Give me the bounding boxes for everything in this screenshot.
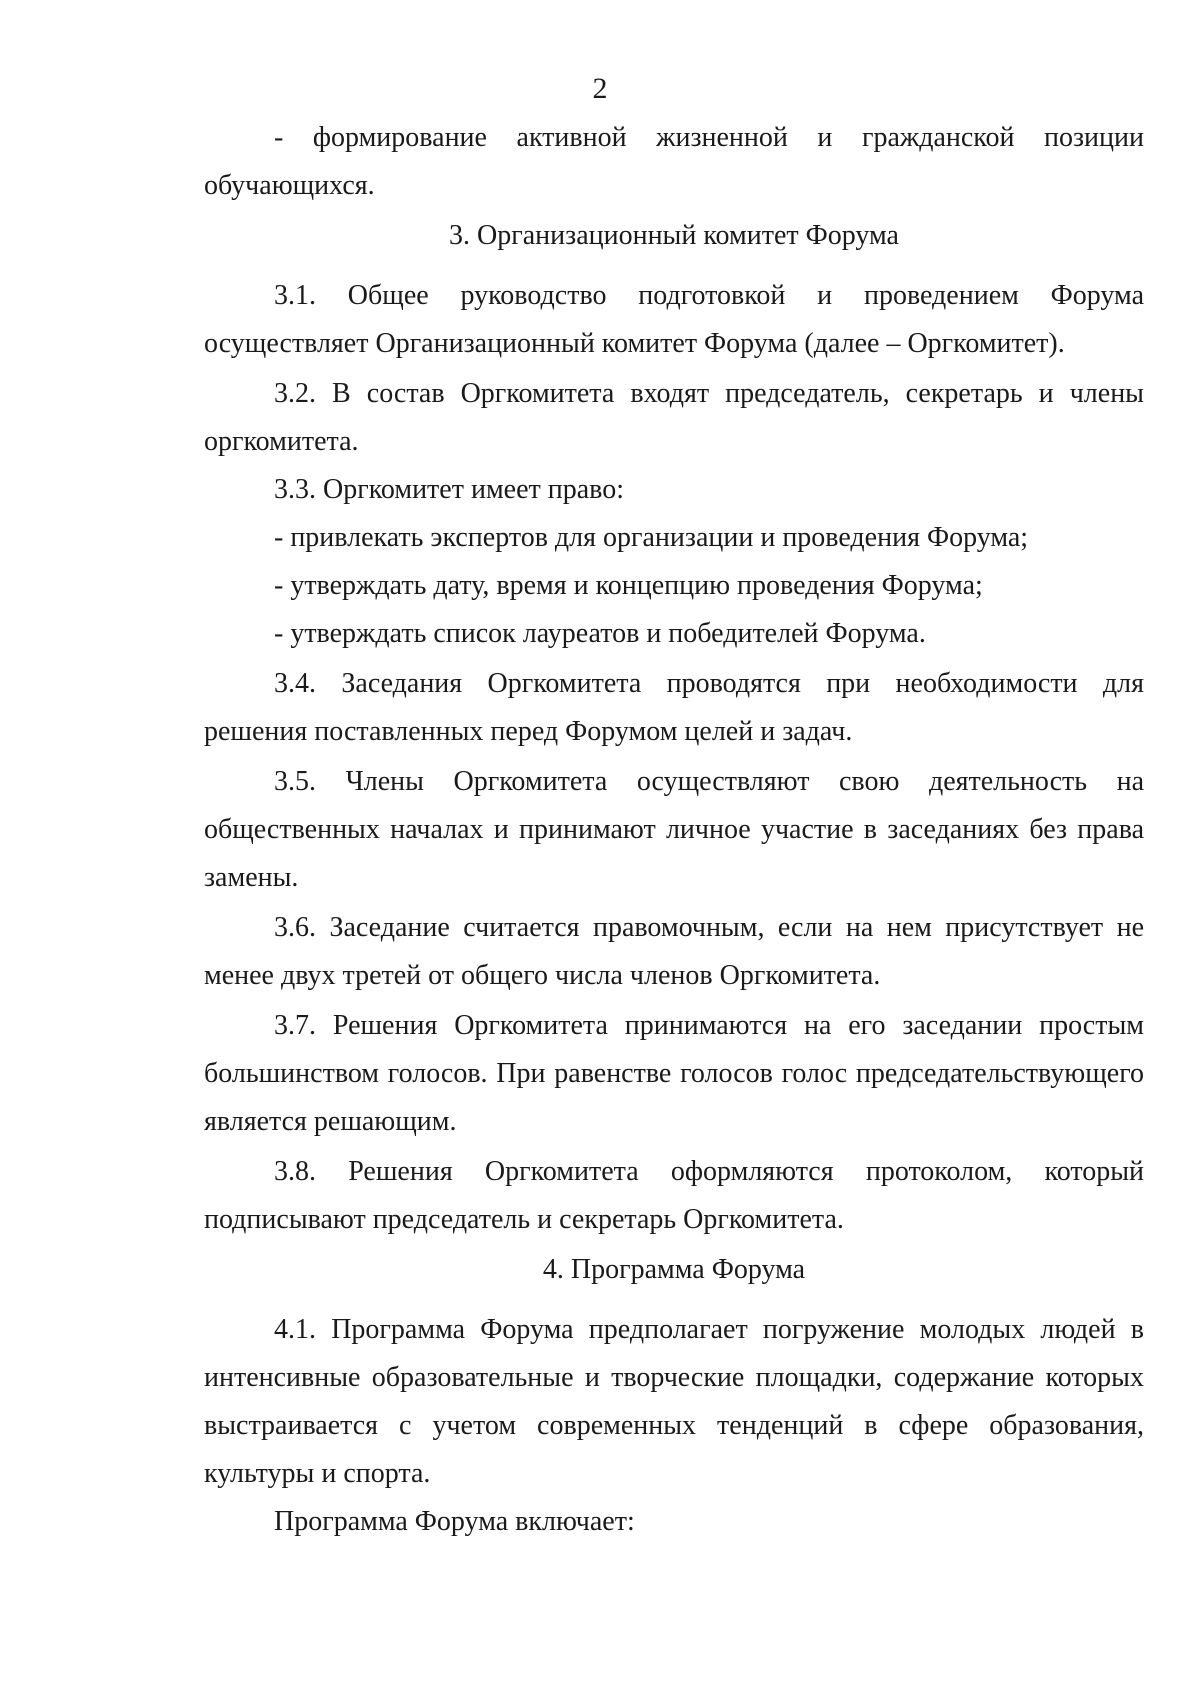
- paragraph-3-6: 3.6. Заседание считается правомочным, если на нем присутствует не менее двух третей от общего числа членов Оргкомитета.: [204, 912, 1144, 991]
- paragraph-3-8: 3.8. Решения Оргкомитета оформляются протоколом, который подписывают председатель и секретарь Оргкомитета.: [204, 1156, 1144, 1235]
- list-item-laureates: - утверждать список лауреатов и победителей Форума.: [274, 618, 926, 649]
- paragraph-3-2: 3.2. В состав Оргкомитета входят председатель, секретарь и члены оргкомитета.: [204, 378, 1144, 457]
- paragraph-3-7: 3.7. Решения Оргкомитета принимаются на его заседании простым большинством голосов. При равенстве голосов голос председательствующего является решающим.: [204, 1010, 1144, 1137]
- paragraph-3-5: 3.5. Члены Оргкомитета осуществляют свою деятельность на общественных началах и принимают личное участие в заседаниях без права замены.: [204, 766, 1144, 893]
- section-heading-4: 4. Программа Форума: [542, 1254, 806, 1285]
- paragraph-3-1: 3.1. Общее руководство подготовкой и проведением Форума осуществляет Организационный комитет Форума (далее – Оргкомитет).: [204, 280, 1144, 359]
- paragraph-program-includes: Программа Форума включает:: [274, 1506, 635, 1537]
- section-heading-3: 3. Организационный комитет Форума: [449, 220, 899, 251]
- paragraph-3-3: 3.3. Оргкомитет имеет право:: [274, 474, 624, 505]
- paragraph-3-4: 3.4. Заседания Оргкомитета проводятся при необходимости для решения поставленных перед Форумом целей и задач.: [204, 668, 1144, 747]
- document-body: [204, 114, 1144, 1546]
- list-item-experts: - привлекать экспертов для организации и проведения Форума;: [274, 522, 1029, 553]
- paragraph-4-1: 4.1. Программа Форума предполагает погружение молодых людей в интенсивные образовательные и творческие площадки, содержание которых выстраивается с учетом современных тенденций в сфере образования, культуры и спорта.: [204, 1314, 1144, 1489]
- paragraph-civic-position: - формирование активной жизненной и гражданской позиции обучающихся.: [204, 122, 1144, 201]
- page-number: 2: [592, 72, 608, 105]
- list-item-date-time: - утверждать дату, время и концепцию проведения Форума;: [274, 570, 983, 601]
